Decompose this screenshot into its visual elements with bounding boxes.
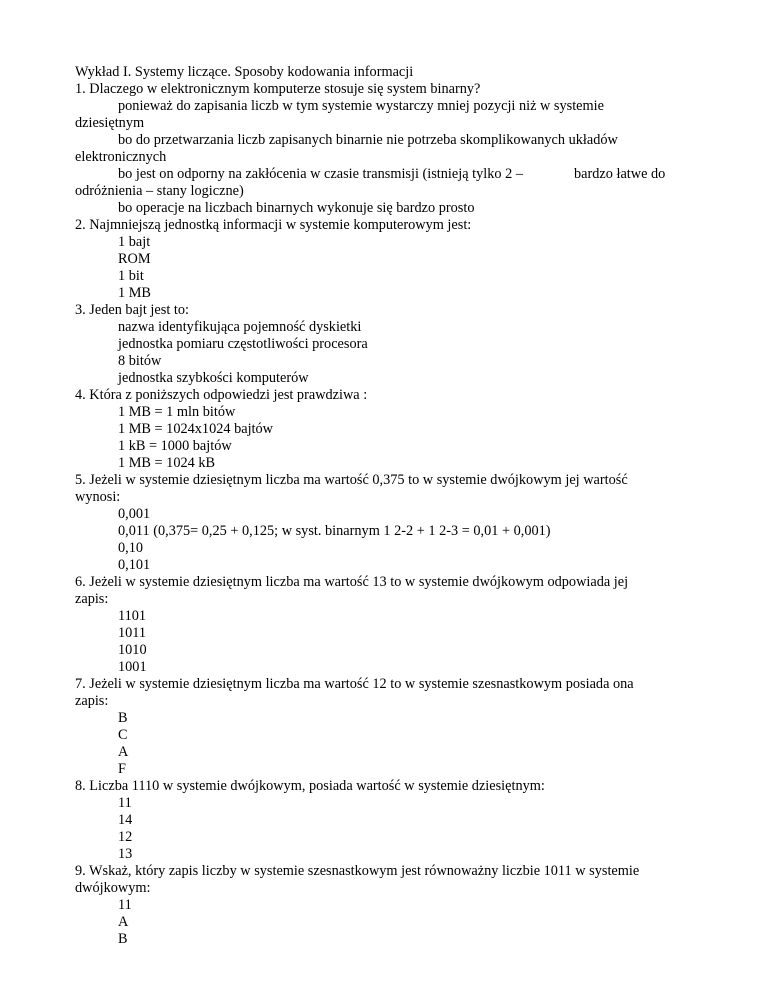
- question-5: 5. Jeżeli w systemie dziesiętnym liczba ma wartość 0,375 to w systemie dwójkowym jej wartość: [75, 472, 628, 488]
- q1-answer-line: dziesiętnym: [75, 115, 145, 131]
- question-1: 1. Dlaczego w elektronicznym komputerze stosuje się system binarny?: [75, 81, 481, 97]
- q6-answer: 1101: [118, 608, 147, 624]
- q2-answer: 1 MB: [118, 285, 151, 301]
- q8-answer: 13: [118, 846, 133, 862]
- q7-answer: F: [118, 761, 126, 777]
- q1-answer-line: odróżnienia – stany logiczne): [75, 183, 244, 199]
- document-title: Wykład I. Systemy liczące. Sposoby kodowania informacji: [75, 64, 414, 80]
- question-2: 2. Najmniejszą jednostką informacji w systemie komputerowym jest:: [75, 217, 472, 233]
- q3-answer: jednostka pomiaru częstotliwości procesora: [118, 336, 368, 352]
- q2-answer: ROM: [118, 251, 151, 267]
- q1-answer-line: ponieważ do zapisania liczb w tym systemie wystarczy mniej pozycji niż w systemie: [118, 98, 604, 114]
- question-5-cont: wynosi:: [75, 489, 121, 505]
- q1-answer-line: bo do przetwarzania liczb zapisanych binarnie nie potrzeba skomplikowanych układów: [118, 132, 618, 148]
- q6-answer: 1001: [118, 659, 147, 675]
- q1-answer-line: elektronicznych: [75, 149, 167, 165]
- q5-answer: 0,10: [118, 540, 144, 556]
- q3-answer: nazwa identyfikująca pojemność dyskietki: [118, 319, 362, 335]
- q7-answer: A: [118, 744, 129, 760]
- q4-answer: 1 MB = 1024x1024 bajtów: [118, 421, 274, 437]
- q2-answer: 1 bit: [118, 268, 144, 284]
- q7-answer: C: [118, 727, 128, 743]
- q4-answer: 1 MB = 1 mln bitów: [118, 404, 236, 420]
- q7-answer: B: [118, 710, 128, 726]
- q8-answer: 11: [118, 795, 132, 811]
- q5-answer: 0,001: [118, 506, 151, 522]
- q9-answer: B: [118, 931, 128, 947]
- q4-answer: 1 kB = 1000 bajtów: [118, 438, 232, 454]
- q8-answer: 12: [118, 829, 133, 845]
- question-6-cont: zapis:: [75, 591, 109, 607]
- q6-answer: 1010: [118, 642, 147, 658]
- q3-answer: 8 bitów: [118, 353, 162, 369]
- q4-answer: 1 MB = 1024 kB: [118, 455, 216, 471]
- question-9-cont: dwójkowym:: [75, 880, 151, 896]
- q1-answer-line: bardzo łatwe do: [574, 166, 666, 182]
- q9-answer: 11: [118, 897, 132, 913]
- question-8: 8. Liczba 1110 w systemie dwójkowym, posiada wartość w systemie dziesiętnym:: [75, 778, 545, 794]
- q8-answer: 14: [118, 812, 133, 828]
- q2-answer: 1 bajt: [118, 234, 151, 250]
- question-6: 6. Jeżeli w systemie dziesiętnym liczba ma wartość 13 to w systemie dwójkowym odpowiada jej: [75, 574, 629, 590]
- question-3: 3. Jeden bajt jest to:: [75, 302, 189, 318]
- q9-answer: A: [118, 914, 129, 930]
- q1-answer-line: bo operacje na liczbach binarnych wykonuje się bardzo prosto: [118, 200, 475, 216]
- q5-answer: 0,011 (0,375= 0,25 + 0,125; w syst. binarnym 1 2-2 + 1 2-3 = 0,01 + 0,001): [118, 523, 551, 539]
- q6-answer: 1011: [118, 625, 147, 641]
- question-4: 4. Która z poniższych odpowiedzi jest prawdziwa :: [75, 387, 368, 403]
- q1-answer-line: bo jest on odporny na zakłócenia w czasie transmisji (istnieją tylko 2 –: [118, 166, 523, 182]
- q5-answer: 0,101: [118, 557, 151, 573]
- q3-answer: jednostka szybkości komputerów: [118, 370, 309, 386]
- question-7-cont: zapis:: [75, 693, 109, 709]
- question-7: 7. Jeżeli w systemie dziesiętnym liczba ma wartość 12 to w systemie szesnastkowym posiada ona: [75, 676, 634, 692]
- question-9: 9. Wskaż, który zapis liczby w systemie szesnastkowym jest równoważny liczbie 1011 w systemie: [75, 863, 640, 879]
